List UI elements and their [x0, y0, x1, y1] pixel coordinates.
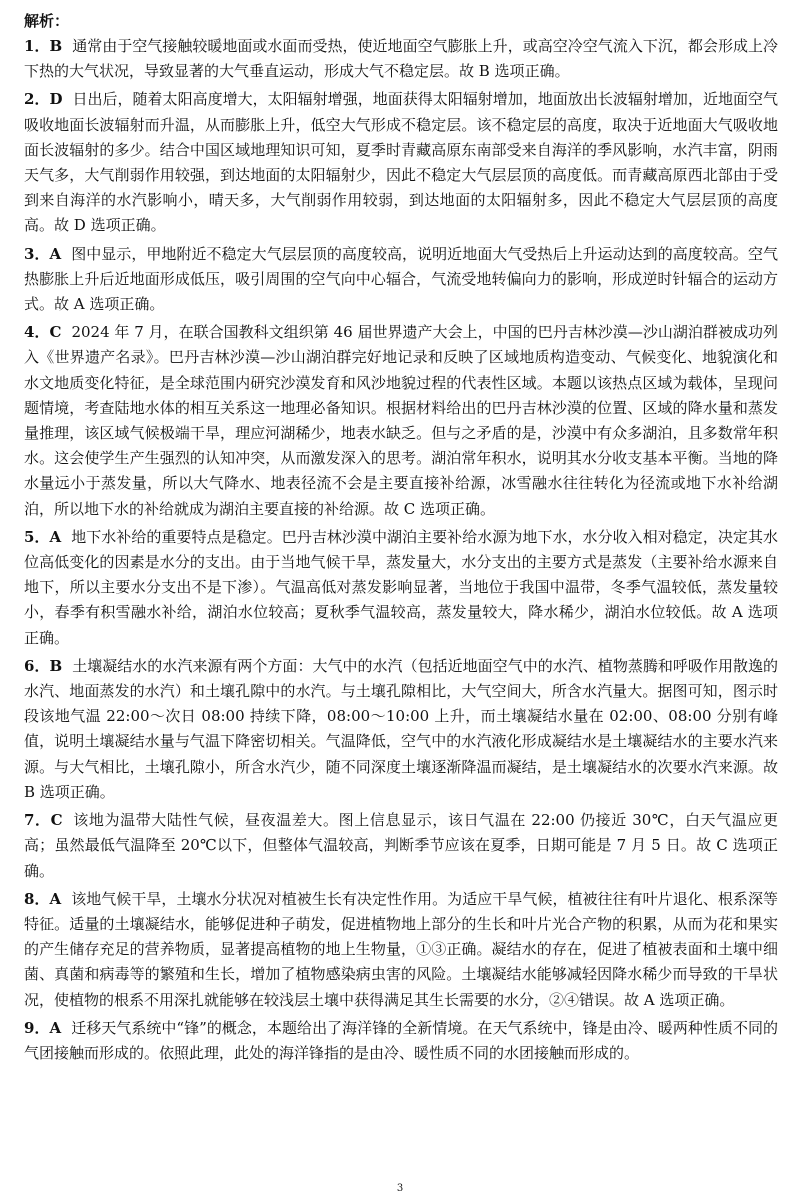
item-answer: B: [49, 656, 63, 675]
item-answer: C: [50, 811, 63, 830]
item-number: 4．: [24, 323, 50, 342]
answer-item: [24, 887, 778, 1013]
item-answer: A: [49, 1018, 62, 1037]
item-explanation: 2024 年 7 月，在联合国教科文组织第 46 届世界遗产大会上，中国的巴丹吉林沙漠—沙山湖泊群被成功列入《世界遗产名录》。巴丹吉林沙漠—沙山湖泊群完好地记录和反映了区域地质构造变动、气候变化、地貌演化和水文地质变化特征，是全球范围内研究沙漠发育和风沙地貌过程的代表性区域。本题以该热点区域为载体，呈现问题情境，考查陆地水体的相互关系这一地理必备知识。根据材料给出的巴丹吉林沙漠的位置、区域的降水量和蒸发量推理，该区域气候极端干旱，理应河湖稀少，地表水缺乏。但与之矛盾的是，沙漠中有众多湖泊，且多数常年积水。这会使学生产生强烈的认知冲突，从而激发深入的思考。湖泊常年积水，说明其水分收支基本平衡。当地的降水量远小于蒸发量，所以大气降水、地表径流不会是主要直接补给源，冰雪融水往往转化为径流或地下水补给湖泊，所以地下水的补给就成为湖泊主要直接的补给源。故 C 选项正确。: [24, 323, 778, 518]
answer-item: [24, 525, 778, 651]
answer-list: [24, 34, 778, 1066]
item-number: 7．: [24, 811, 51, 830]
item-explanation: 地下水补给的重要特点是稳定。巴丹吉林沙漠中湖泊主要补给水源为地下水，水分收入相对稳定，决定其水位高低变化的因素是水分的支出。由于当地气候干旱，蒸发量大，水分支出的主要方式是蒸发（主要补给水源来自地下，所以主要水分支出不是下渗）。气温高低对蒸发影响显著，当地位于我国中温带，冬季气温较低，蒸发量较小，春季有积雪融水补给，湖泊水位较高；夏秋季气温较高，蒸发量较大，降水稀少，湖泊水位较低。故 A 选项正确。: [24, 527, 778, 647]
answer-item: [24, 87, 778, 238]
item-answer: C: [49, 323, 62, 342]
item-number: 8．: [24, 889, 50, 908]
item-explanation: 日出后，随着太阳高度增大，太阳辐射增强，地面获得太阳辐射增加，地面放出长波辐射增加，近地面空气吸收地面长波辐射而升温，从而膨胀上升，低空大气形成不稳定层。该不稳定层的高度，取决于近地面大气吸收地面长波辐射的多少。结合中国区域地理知识可知，夏季时青藏高原东南部受来自海洋的季风影响，水汽丰富，阴雨天气多，大气削弱作用较强，到达地面的太阳辐射少，因此不稳定大气层层顶的高度低。而青藏高原西北部由于受到来自海洋的水汽影响小，晴天多，大气削弱作用较弱，到达地面的太阳辐射多，因此不稳定大气层层顶的高度高。故 D 选项正确。: [24, 90, 778, 235]
answer-item: [24, 1016, 778, 1066]
item-number: 6．: [24, 656, 50, 675]
item-explanation: 图中显示，甲地附近不稳定大气层层顶的高度较高，说明近地面大气受热后上升运动达到的高度较高。空气热膨胀上升后近地面形成低压，吸引周围的空气向中心辐合，气流受地转偏向力的影响，形成逆时针辐合的运动方式。故 A 选项正确。: [24, 244, 778, 314]
item-explanation: 迁移天气系统中“锋”的概念，本题给出了海洋锋的全新情境。在天气系统中，锋是由冷、暖两种性质不同的气团接触而形成的。依照此理，此处的海洋锋指的是由冷、暖性质不同的水团接触而形成的。: [24, 1018, 779, 1062]
analysis-heading: 解析：: [24, 12, 70, 30]
item-number: 3．: [24, 244, 50, 263]
item-answer: B: [49, 37, 63, 55]
answer-item: [24, 808, 778, 884]
answer-item: [24, 242, 778, 318]
item-number: 5．: [24, 527, 50, 546]
answer-item: [24, 320, 778, 522]
item-number: 1．: [24, 37, 50, 55]
item-explanation: 该地为温带大陆性气候，昼夜温差大。图上信息显示，该日气温在 22:00 仍接近 30℃，白天气温应更高；虽然最低气温降至 20℃以下，但整体气温较高，判断季节应该在夏季，日期可能是 7 月 5 日。故 C 选项正确。: [24, 811, 779, 880]
item-answer: A: [49, 244, 62, 263]
item-explanation: 通常由于空气接触较暖地面或水面而受热，使近地面空气膨胀上升，或高空冷空气流入下沉，都会形成上冷下热的大气状况，导致显著的大气垂直运动，形成大气不稳定层。故 B 选项正确。: [24, 37, 779, 81]
item-answer: D: [49, 90, 63, 109]
item-number: 2．: [24, 90, 50, 109]
item-answer: A: [49, 889, 62, 908]
page-number: 3: [396, 1183, 404, 1194]
item-answer: A: [49, 527, 62, 546]
item-explanation: 该地气候干旱，土壤水分状况对植被生长有决定性作用。为适应干旱气候，植被往往有叶片退化、根系深等特征。适量的土壤凝结水，能够促进种子萌发，促进植物地上部分的生长和叶片光合产物的积累，从而为花和果实的产生储存充足的营养物质，显著提高植物的地上生物量，①③正确。凝结水的存在，促进了植被表面和土壤中细菌、真菌和病毒等的繁殖和生长，增加了植物感染病虫害的风险。土壤凝结水能够减轻因降水稀少而导致的干旱状况，使植物的根系不用深扎就能够在较浅层土壤中获得满足其生长需要的水分，②④错误。故 A 选项正确。: [24, 889, 778, 1009]
answer-item: [24, 34, 778, 84]
item-number: 9．: [24, 1018, 50, 1037]
item-explanation: 土壤凝结水的水汽来源有两个方面：大气中的水汽（包括近地面空气中的水汽、植物蒸腾和呼吸作用散逸的水汽、地面蒸发的水汽）和土壤孔隙中的水汽。与土壤孔隙相比，大气空间大，所含水汽量大。据图可知，图示时段该地气温 22:00～次日 08:00 持续下降，08:00～10:00 上升，而土壤凝结水量在 02:00、08:00 分别有峰值，说明土壤凝结水量与气温下降密切相关。气温降低，空气中的水汽液化形成凝结水是土壤凝结水的主要水汽来源。与大气相比，土壤孔隙小，所含水汽少，随不同深度土壤逐渐降温而凝结，是土壤凝结水的次要水汽来源。故 B 选项正确。: [24, 656, 779, 801]
answer-item: [24, 654, 778, 805]
